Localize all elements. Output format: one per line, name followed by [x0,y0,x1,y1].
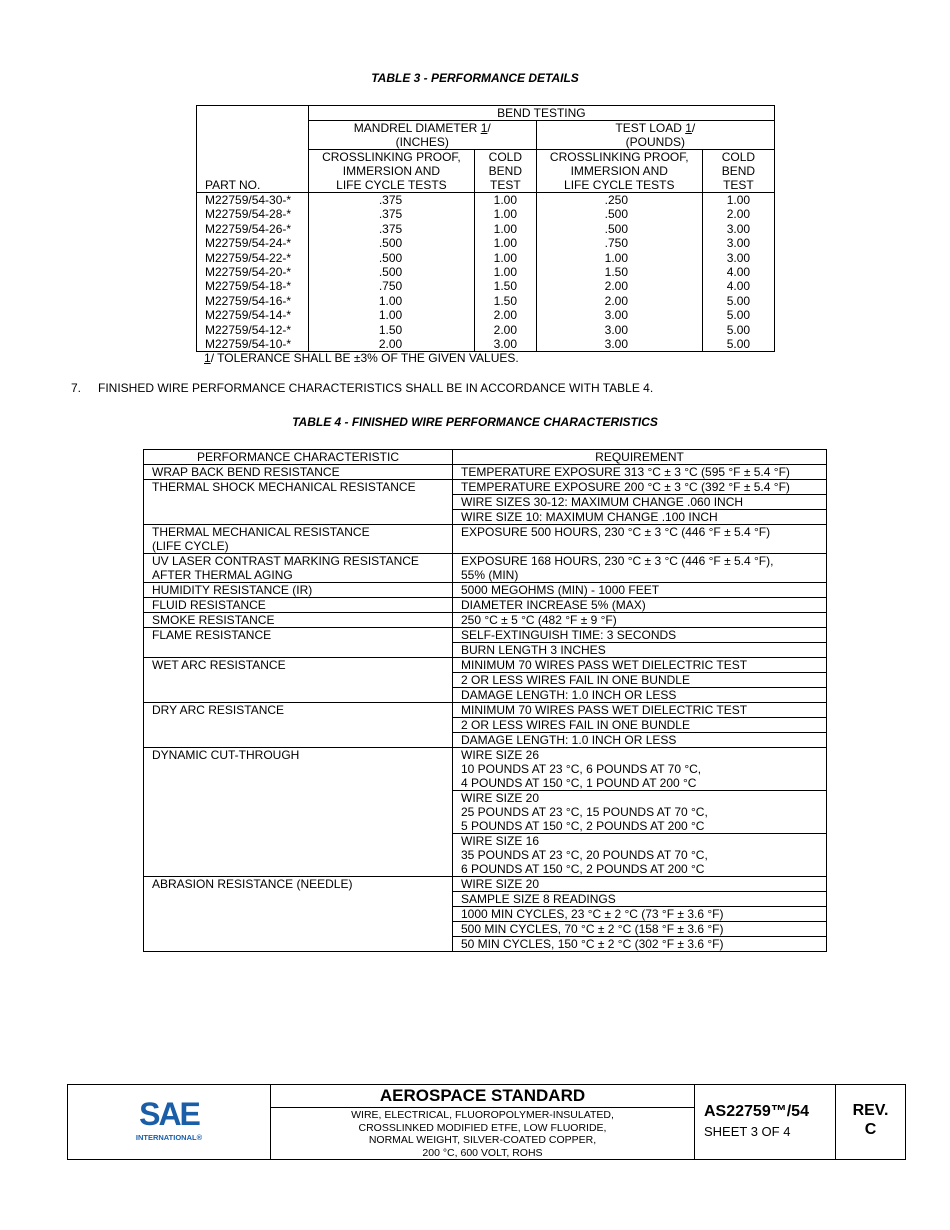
cell-part: M22759/54-10-* [197,337,309,352]
revision [836,1085,905,1139]
load-cold-bend-header: COLD BEND TEST [702,150,774,193]
paragraph-7 [71,381,653,395]
document-number-cell [695,1085,836,1159]
cell-mandrel-cl: .500 [308,265,474,279]
logo-cell [68,1085,271,1159]
cell-mandrel-cl: .500 [308,251,474,265]
cell-load-cold: 3.00 [702,222,774,236]
svg-text:INTERNATIONAL® [136,1133,203,1142]
table-row [197,265,775,279]
cell-mandrel-cl: 1.00 [308,294,474,308]
cell-load-cl: .500 [536,222,702,236]
table-row: ABRASION RESISTANCE (NEEDLE) WIRE SIZE 20 [144,877,827,892]
cell-part: M22759/54-26-* [197,222,309,236]
sae-logo-icon [68,1085,271,1159]
finished-wire-performance-table: PERFORMANCE CHARACTERISTIC REQUIREMENT WRAP BACK BEND RESISTANCE TEMPERATURE EXPOSURE 313 °C ± 3 °C (595 °F ± 5.4 °F) THERMAL SHOCK MECHANICAL RESISTANCE TEMPERATURE EXPOSURE 200 °C ± 3 °C (392 °F ± 5.4 °F) WIRE SIZES 30-12: MAXIMUM CHANGE .060 INCH WIRE SIZE 10: MAXIMUM CHANGE .100 INCH THERMAL MECHANICAL RESISTANCE (LIFE CYCLE) EXPOSURE 500 HOURS, 230 °C ± 3 °C (446 °F ± 5.4 °F) UV LASER CONTRAST MARKING RESISTANCE AFTER THERMAL AGING EXPOSURE 168 HOURS, 230 °C ± 3 °C (446 °F ± 5.4 °F), 55% (MIN) HUMIDITY RESISTANCE (IR) 5000 MEGOHMS (MIN) - 1000 FEET FLUID RESISTANCE DIAMETER INCREASE 5% (MAX) SMOKE RESISTANCE 250 °C ± 5 °C (482 °F ± 9 °F) FLAME RESISTANCE SELF-EXTINGUISH TIME: 3 SECONDS BURN LENGTH 3 INCHES WET ARC RESISTANCE MINIMUM 70 WIRES PASS WET DIELECTRIC TEST 2 OR LESS WIRES FAIL IN ONE BUNDLE DAMAGE LENGTH: 1.0 INCH OR LESS DRY ARC RESISTANCE MINIMUM 70 WIRES PASS WET DIELECTRIC TEST 2 OR LESS WIRES FAIL IN ONE BUNDLE DAMAGE LENGTH: 1.0 INCH OR LESS DYNAMIC CUT-THROUGH WIRE SIZE 26 10 POUNDS AT 23 °C, 6 POUNDS AT 70 °C, 4 POUNDS AT 150 °C, 1 POUND AT 200 °C WIRE SIZE 20 25 POUNDS AT 23 °C, 15 POUNDS AT 70 °C, 5 POUNDS AT 150 °C, 2 POUNDS AT 200 °C WIRE SIZE 16 35 POUNDS AT 23 °C, 20 POUNDS AT 70 °C, 6 POUNDS AT 150 °C, 2 POUNDS AT 200 °C ABRASION RESISTANCE (NEEDLE) WIRE SIZE 20 SAMPLE SIZE 8 READINGS 1000 MIN CYCLES, 23 °C ± 2 °C (73 °F ± 3.6 °F) 500 MIN CYCLES, 70 °C ± 2 °C (158 °F ± 3.6 °F) 50 MIN CYCLES, 150 °C ± 2 °C (302 °F ± 3.6 °F) [143,449,827,952]
table-row: SMOKE RESISTANCE 250 °C ± 5 °C (482 °F ± 9 °F) [144,613,827,628]
cell-load-cold: 5.00 [702,323,774,337]
table-row: WRAP BACK BEND RESISTANCE TEMPERATURE EXPOSURE 313 °C ± 3 °C (595 °F ± 5.4 °F) [144,465,827,480]
table-row [197,222,775,236]
cell-part: M22759/54-20-* [197,265,309,279]
cell-load-cold: 5.00 [702,337,774,352]
cell-mandrel-cold: 3.00 [475,337,537,352]
table-row [197,193,775,208]
mandrel-crosslinking-header: CROSSLINKING PROOF, IMMERSION AND LIFE CYCLE TESTS [308,150,474,193]
cell-part: M22759/54-28-* [197,207,309,221]
table-row [197,236,775,250]
cell-mandrel-cold: 1.00 [475,222,537,236]
table4-caption: TABLE 4 - FINISHED WIRE PERFORMANCE CHARACTERISTICS [292,415,658,429]
table-row: DRY ARC RESISTANCE MINIMUM 70 WIRES PASS WET DIELECTRIC TEST [144,703,827,718]
cell-mandrel-cl: .750 [308,279,474,293]
col-header-requirement: REQUIREMENT [453,450,827,465]
table-row: THERMAL SHOCK MECHANICAL RESISTANCE TEMPERATURE EXPOSURE 200 °C ± 3 °C (392 °F ± 5.4 °F) [144,480,827,495]
table3-caption: TABLE 3 - PERFORMANCE DETAILS [371,71,579,85]
mandrel-footnote-ref: 1 [480,121,488,135]
cell-mandrel-cold: 1.50 [475,294,537,308]
mandrel-diameter-header: MANDREL DIAMETER 1/ (INCHES) [308,121,536,150]
cell-load-cold: 4.00 [702,265,774,279]
col-header-characteristic: PERFORMANCE CHARACTERISTIC [144,450,453,465]
standard-description: WIRE, ELECTRICAL, FLUOROPOLYMER-INSULATED, CROSSLINKED MODIFIED ETFE, LOW FLUORIDE, NORMAL WEIGHT, SILVER-COATED COPPER, 200 °C, 600 VOLT, ROHS [351,1109,614,1159]
cell-mandrel-cold: 1.50 [475,279,537,293]
cell-load-cl: 1.50 [536,265,702,279]
table-row [197,294,775,308]
logo-wordmark: SAE [139,1096,199,1132]
bend-testing-header: BEND TESTING [308,106,774,121]
table-row: FLAME RESISTANCE SELF-EXTINGUISH TIME: 3 SECONDS [144,628,827,643]
cell-part: M22759/54-14-* [197,308,309,322]
cell-load-cl: 2.00 [536,279,702,293]
revision-label: REV. [852,1102,889,1119]
cell-part: M22759/54-30-* [197,193,309,208]
cell-load-cl: 1.00 [536,251,702,265]
cell-mandrel-cold: 1.00 [475,265,537,279]
revision-value: C [864,1121,877,1138]
logo-subtitle: INTERNATIONAL [135,1133,197,1142]
cell-load-cold: 2.00 [702,207,774,221]
logo-registered-mark: ® [196,1133,203,1142]
performance-details-body [197,193,775,352]
sheet-indicator: SHEET 3 OF 4 [704,1124,791,1139]
cell-mandrel-cold: 1.00 [475,251,537,265]
cell-mandrel-cold: 2.00 [475,308,537,322]
cell-mandrel-cl: 1.00 [308,308,474,322]
cell-mandrel-cl: .375 [308,193,474,208]
table-row [197,308,775,322]
cell-part: M22759/54-24-* [197,236,309,250]
cell-mandrel-cl: .375 [308,222,474,236]
revision-cell [836,1085,905,1159]
paragraph-number: 7. [71,381,82,395]
cell-mandrel-cl: .375 [308,207,474,221]
performance-details-table [196,105,775,352]
cell-mandrel-cold: 2.00 [475,323,537,337]
cell-mandrel-cold: 1.00 [475,236,537,250]
document-footer [67,1084,906,1160]
part-no-header: PART NO. [197,106,309,193]
cell-load-cl: 3.00 [536,337,702,352]
standard-title: AEROSPACE STANDARD [271,1085,694,1108]
cell-load-cold: 3.00 [702,251,774,265]
cell-mandrel-cold: 1.00 [475,193,537,208]
table-row: HUMIDITY RESISTANCE (IR) 5000 MEGOHMS (MIN) - 1000 FEET [144,583,827,598]
test-load-header: TEST LOAD 1/ (POUNDS) [536,121,774,150]
cell-load-cold: 4.00 [702,279,774,293]
cell-load-cl: .250 [536,193,702,208]
paragraph-text: FINISHED WIRE PERFORMANCE CHARACTERISTICS SHALL BE IN ACCORDANCE WITH TABLE 4. [98,381,654,395]
standard-cell [271,1085,695,1159]
table-row: UV LASER CONTRAST MARKING RESISTANCE AFTER THERMAL AGING EXPOSURE 168 HOURS, 230 °C ± 3 °C (446 °F ± 5.4 °F), 55% (MIN) [144,554,827,583]
table-row: DYNAMIC CUT-THROUGH WIRE SIZE 26 10 POUNDS AT 23 °C, 6 POUNDS AT 70 °C, 4 POUNDS AT 150 °C, 1 POUND AT 200 °C [144,748,827,791]
testload-footnote-ref: 1 [685,121,692,135]
cell-load-cold: 3.00 [702,236,774,250]
cell-part: M22759/54-16-* [197,294,309,308]
cell-mandrel-cold: 1.00 [475,207,537,221]
cell-load-cl: 3.00 [536,308,702,322]
cell-mandrel-cl: .500 [308,236,474,250]
cell-part: M22759/54-12-* [197,323,309,337]
cell-load-cl: .500 [536,207,702,221]
mandrel-cold-bend-header: COLD BEND TEST [475,150,537,193]
cell-load-cold: 5.00 [702,294,774,308]
cell-load-cl: 2.00 [536,294,702,308]
table-row: THERMAL MECHANICAL RESISTANCE (LIFE CYCLE) EXPOSURE 500 HOURS, 230 °C ± 3 °C (446 °F ± 5.4 °F) [144,525,827,554]
table-row: FLUID RESISTANCE DIAMETER INCREASE 5% (MAX) [144,598,827,613]
table3-footnote: 1/ TOLERANCE SHALL BE ±3% OF THE GIVEN VALUES. [204,351,519,365]
table-row [197,251,775,265]
table-row: WET ARC RESISTANCE MINIMUM 70 WIRES PASS WET DIELECTRIC TEST [144,658,827,673]
cell-part: M22759/54-22-* [197,251,309,265]
cell-mandrel-cl: 1.50 [308,323,474,337]
table-row [197,323,775,337]
table-row [197,207,775,221]
table-row [197,337,775,352]
table-row [197,279,775,293]
cell-part: M22759/54-18-* [197,279,309,293]
cell-load-cold: 1.00 [702,193,774,208]
cell-mandrel-cl: 2.00 [308,337,474,352]
cell-load-cold: 5.00 [702,308,774,322]
document-number: AS22759™/54 [704,1103,809,1120]
cell-load-cl: 3.00 [536,323,702,337]
load-crosslinking-header: CROSSLINKING PROOF, IMMERSION AND LIFE CYCLE TESTS [536,150,702,193]
cell-load-cl: .750 [536,236,702,250]
